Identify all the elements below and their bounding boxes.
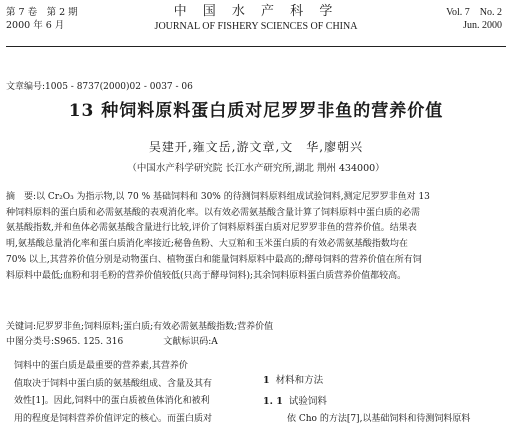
section-title: 材料和方法 [276, 375, 324, 386]
article-number: 文章编号:1005 - 8737(2000)02 - 0037 - 06 [6, 79, 193, 92]
abstract-line-3: 氨基酸指数,并和鱼体必需氨基酸含量进行比较,评价了饲料原料蛋白质对尼罗罗非鱼的营养价值。结果表 [6, 221, 506, 237]
volume-issue-en: Vol. 7 No. 2 [446, 6, 502, 19]
date-en: Jun. 2000 [446, 19, 502, 32]
subsection-title: 试验饲料 [289, 396, 327, 407]
body-line: 饲料中的蛋白质是最重要的营养素,其营养价 [14, 358, 254, 376]
author-list: 吴建开,雍文岳,游文章,文 华,廖朝兴 [0, 138, 512, 155]
classification-line [6, 335, 218, 349]
abstract [6, 190, 506, 284]
header-right [446, 6, 502, 32]
abstract-label: 摘 要: [6, 192, 36, 202]
body-line: 效性[1]。因此,饲料中的蛋白质被鱼体消化和被利 [14, 393, 254, 411]
body-line: 用的程度是饲料营养价值评定的核心。而蛋白质对 [14, 411, 254, 428]
volume-issue-cn: 第 7 卷 第 2 期 [6, 6, 78, 19]
abstract-line-1: 摘 要:以 Cr₂O₃ 为指示物,以 70 % 基础饲料和 30% 的待测饲料原料组成试验饲料,测定尼罗罗非鱼对 13 [6, 190, 506, 206]
clc-number: 中图分类号:S965. 125. 316 [6, 337, 123, 347]
body-right-line: 依 Cho 的方法[7],以基础饲料和待测饲料原料 [287, 411, 470, 424]
body-left-column [14, 358, 254, 428]
date-cn: 2000 年 6 月 [6, 19, 78, 32]
subsection-number: 1. 1 [263, 396, 283, 407]
journal-masthead [0, 4, 512, 34]
journal-title-en: JOURNAL OF FISHERY SCIENCES OF CHINA [0, 20, 512, 34]
abstract-line-6: 料原料中最低;血粉和羽毛粉的营养价值较低(只高于酵母饲料);其余饲料原料蛋白质营养价值都较高。 [6, 269, 506, 285]
section-number: 1 [263, 375, 270, 386]
paper-title: 13 种饲料原料蛋白质对尼罗罗非鱼的营养价值 [0, 96, 512, 121]
journal-title-cn: 中 国 水 产 科 学 [0, 4, 512, 20]
body-line: 值取决于饲料中蛋白质的氨基酸组成、含量及其有 [14, 376, 254, 394]
abstract-line-2: 种饲料原料的蛋白质和必需氨基酸的表观消化率。以有效必需氨基酸含量计算了饲料原料中蛋白质的必需 [6, 206, 506, 222]
document-code: 文献标识码:A [163, 337, 218, 347]
author-affiliation: （中国水产科学研究院 长江水产研究所,湖北 荆州 434000） [0, 160, 512, 174]
abstract-line-4: 明,氨基酸总量消化率和蛋白质消化率接近;秘鲁鱼粉、大豆粕和玉米蛋白质的有效必需氨基酸指数均在 [6, 237, 506, 253]
abstract-line-5: 70% 以上,其营养价值分别是动物蛋白、植物蛋白和能量饲料原料中最高的;酵母饲料的营养价值在所有饲 [6, 253, 506, 269]
keywords: 关键词:尼罗罗非鱼;饲料原料;蛋白质;有效必需氨基酸指数;营养价值 [6, 320, 273, 334]
section-heading-1 [263, 372, 323, 386]
header-divider [6, 46, 506, 47]
section-heading-1-1 [263, 393, 327, 407]
